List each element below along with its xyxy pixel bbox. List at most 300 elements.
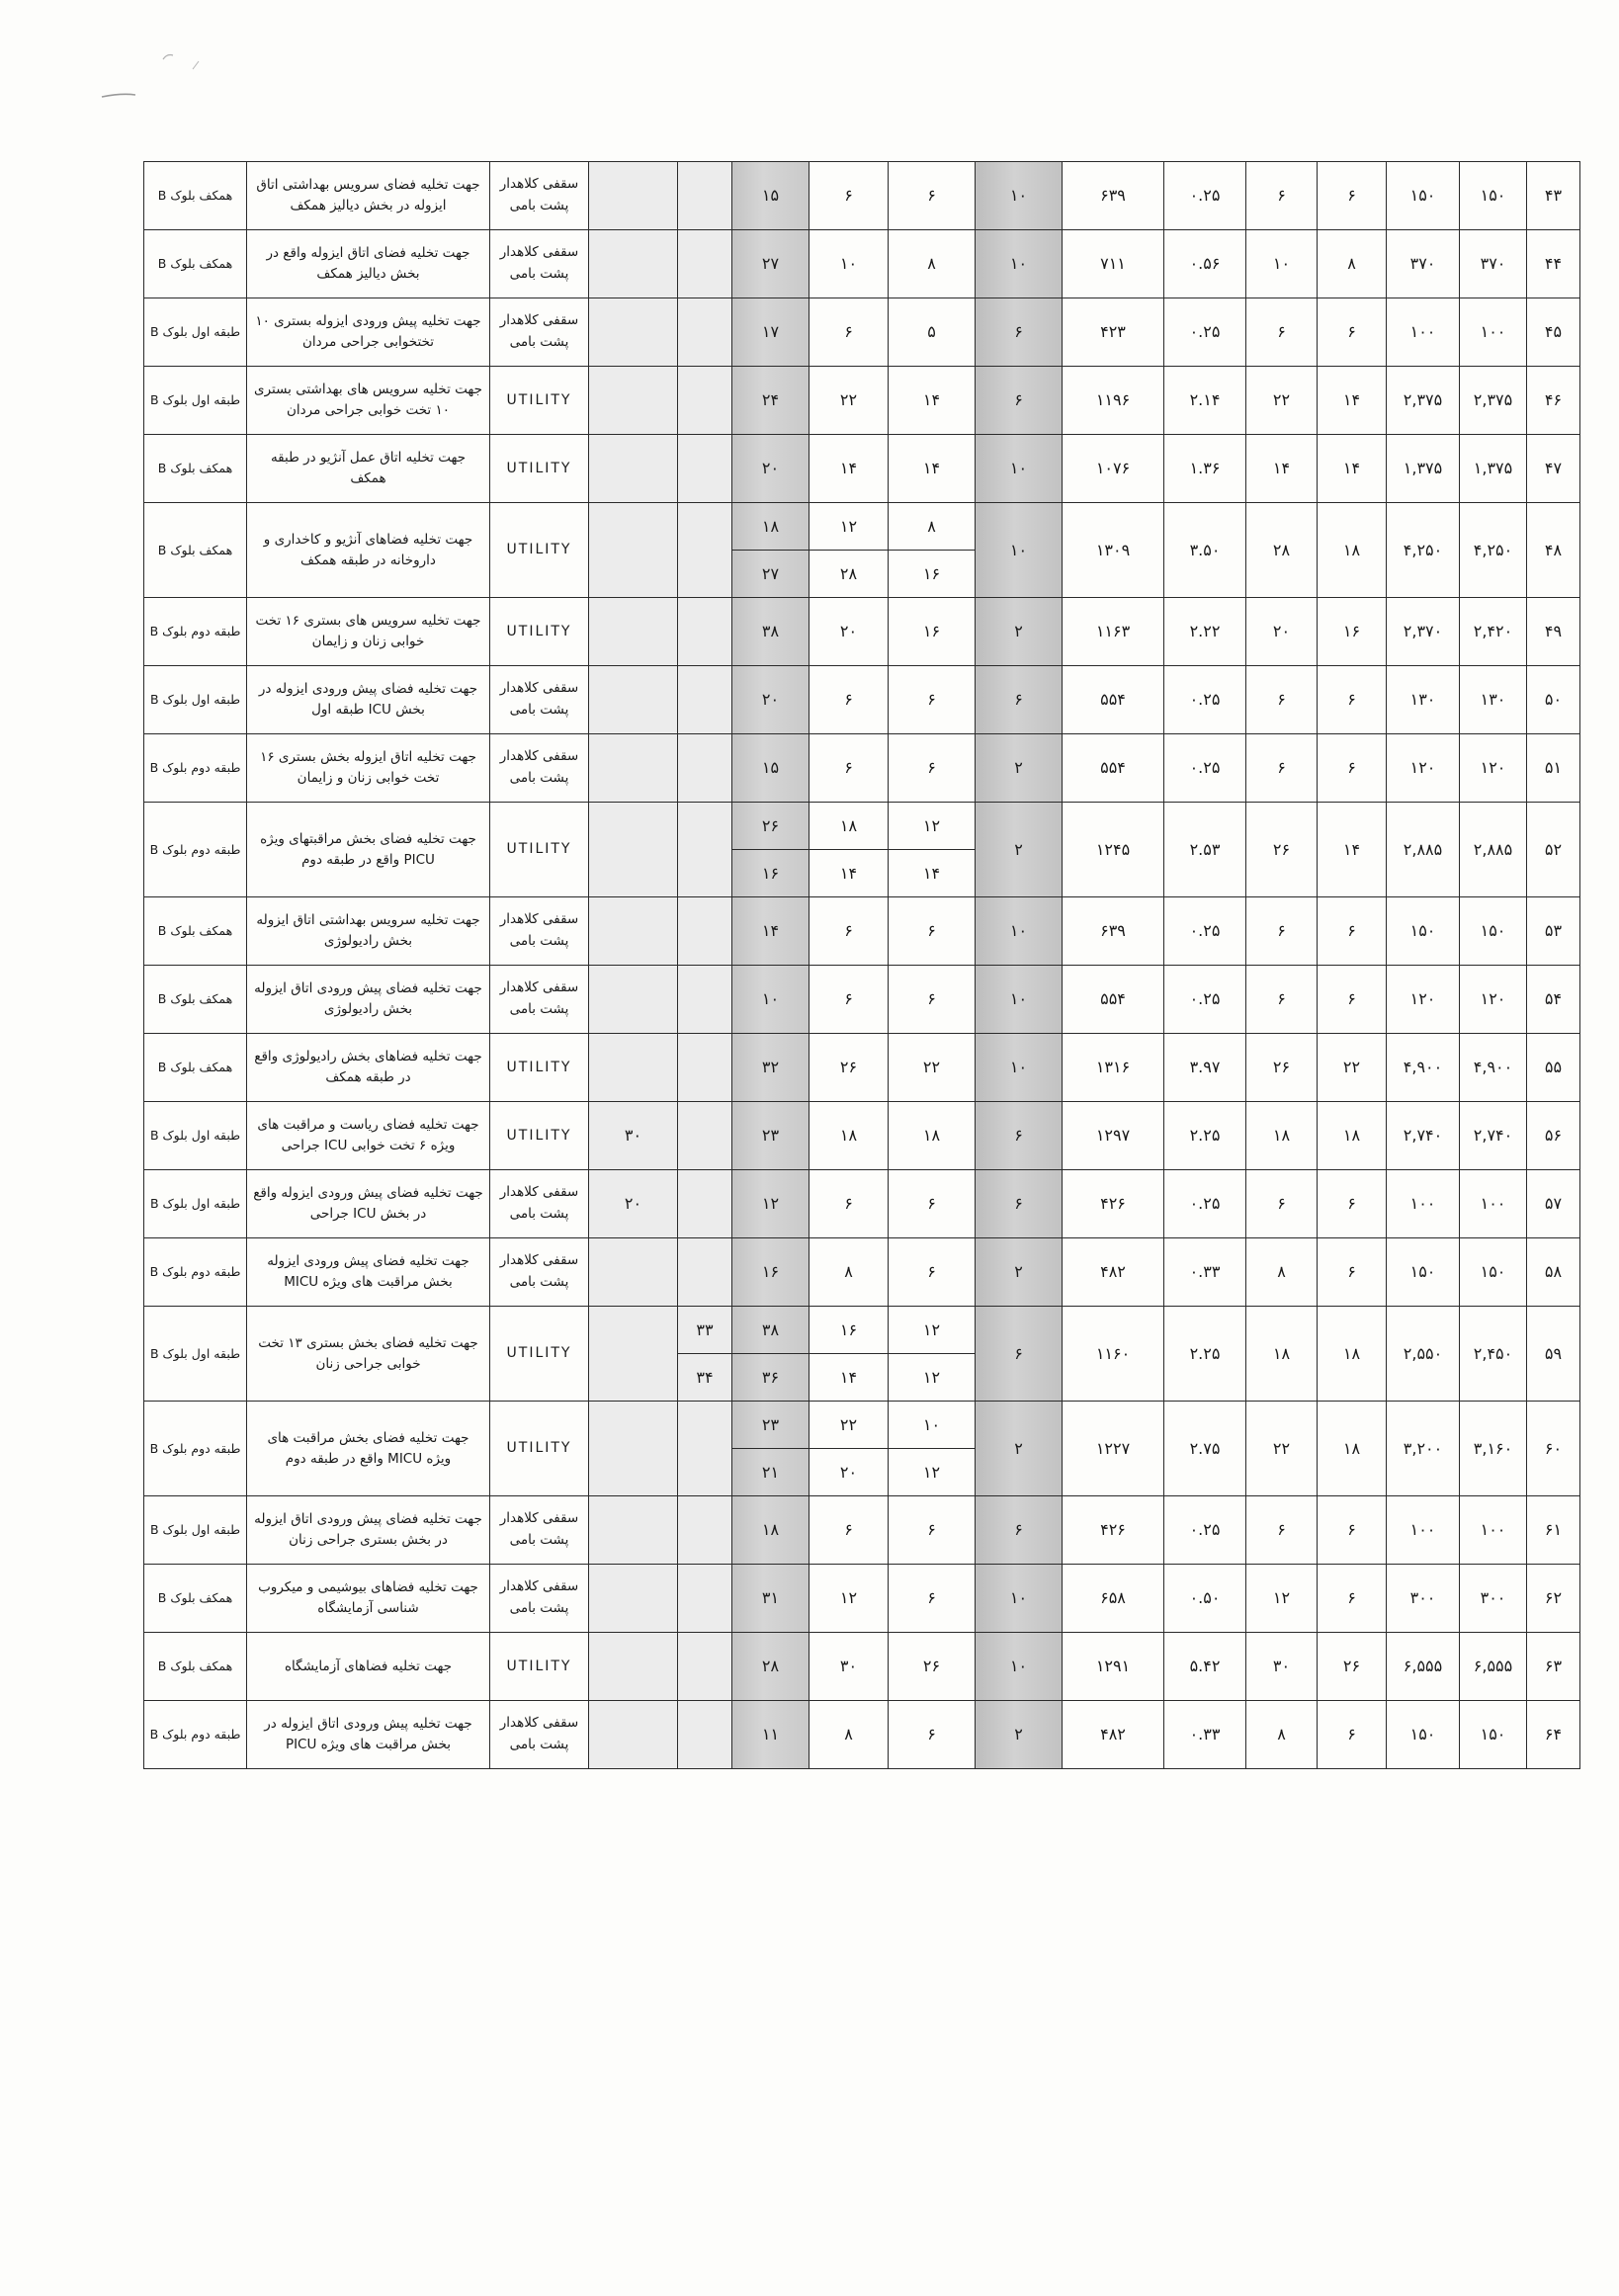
fan-type-cell: UTILITY <box>490 1402 589 1496</box>
row-number-cell: ۵۷ <box>1527 1170 1580 1238</box>
value-h-cell: ۶ <box>1318 734 1387 803</box>
extra-cell-a: ۲۰ <box>589 1170 678 1238</box>
value-h-cell: ۱۸ <box>1318 503 1387 598</box>
extra-cell-b <box>678 803 732 897</box>
dim-b-cell: ۶ <box>889 897 976 966</box>
fan-type-cell: UTILITY <box>490 503 589 598</box>
value-i-cell: ۱۳۰ <box>1387 666 1460 734</box>
zone-cell: ۱۰ <box>976 897 1063 966</box>
duct-size-cell: ۲۳ <box>732 1402 810 1449</box>
dim-b-cell: ۱۶ <box>889 598 976 666</box>
value-j-cell: ۱۰۰ <box>1460 1496 1527 1565</box>
dim-b-cell: ۱۶ <box>889 551 976 598</box>
duct-size-cell: ۱۷ <box>732 298 810 367</box>
value-g-cell: ۸ <box>1246 1701 1318 1769</box>
value-e-cell: ۴۲۶ <box>1063 1170 1164 1238</box>
dim-a-cell: ۶ <box>810 1496 889 1565</box>
extra-cell-b <box>678 162 732 230</box>
dim-a-cell: ۱۸ <box>810 803 889 850</box>
row-number-cell: ۵۶ <box>1527 1102 1580 1170</box>
fan-type-cell: سقفی کلاهدار پشت بامی <box>490 1496 589 1565</box>
value-g-cell: ۶ <box>1246 966 1318 1034</box>
location-cell: طبقه اول بلوک B <box>144 1102 247 1170</box>
value-i-cell: ۱۲۰ <box>1387 966 1460 1034</box>
description-cell: جهت تخلیه اتاق عمل آنژیو در طبقه همکف <box>247 435 490 503</box>
value-g-cell: ۳۰ <box>1246 1633 1318 1701</box>
location-cell: همکف بلوک B <box>144 1034 247 1102</box>
value-h-cell: ۶ <box>1318 1170 1387 1238</box>
description-cell: جهت تخلیه فضای پیش ورودی ایزوله بخش مراقبت های ویژه MICU <box>247 1238 490 1307</box>
value-e-cell: ۱۲۲۷ <box>1063 1402 1164 1496</box>
value-i-cell: ۱۵۰ <box>1387 897 1460 966</box>
zone-cell: ۱۰ <box>976 230 1063 298</box>
value-e-cell: ۴۲۳ <box>1063 298 1164 367</box>
zone-cell: ۶ <box>976 1496 1063 1565</box>
zone-cell: ۶ <box>976 666 1063 734</box>
value-h-cell: ۶ <box>1318 897 1387 966</box>
value-g-cell: ۶ <box>1246 298 1318 367</box>
row-number-cell: ۵۳ <box>1527 897 1580 966</box>
dim-b-cell: ۶ <box>889 1496 976 1565</box>
value-i-cell: ۱,۳۷۵ <box>1387 435 1460 503</box>
extra-cell-b <box>678 435 732 503</box>
extra-cell-b <box>678 1402 732 1496</box>
extra-cell-a <box>589 1402 678 1496</box>
value-f-cell: ۲.۲۲ <box>1164 598 1246 666</box>
row-number-cell: ۵۸ <box>1527 1238 1580 1307</box>
extra-cell-b <box>678 966 732 1034</box>
location-cell: همکف بلوک B <box>144 162 247 230</box>
value-j-cell: ۲,۴۵۰ <box>1460 1307 1527 1402</box>
location-cell: همکف بلوک B <box>144 503 247 598</box>
location-cell: طبقه دوم بلوک B <box>144 1238 247 1307</box>
value-i-cell: ۳۰۰ <box>1387 1565 1460 1633</box>
value-i-cell: ۲,۷۴۰ <box>1387 1102 1460 1170</box>
table-row <box>144 435 1580 503</box>
fan-type-cell: سقفی کلاهدار پشت بامی <box>490 1701 589 1769</box>
duct-size-cell: ۲۷ <box>732 230 810 298</box>
value-g-cell: ۲۸ <box>1246 503 1318 598</box>
fan-type-cell: UTILITY <box>490 1307 589 1402</box>
fan-type-cell: سقفی کلاهدار پشت بامی <box>490 966 589 1034</box>
scan-mark <box>94 40 213 109</box>
extra-cell-b <box>678 1565 732 1633</box>
value-f-cell: ۰.۲۵ <box>1164 1496 1246 1565</box>
dim-b-cell: ۱۸ <box>889 1102 976 1170</box>
extra-cell-a <box>589 1307 678 1402</box>
extra-cell-a: ۳۰ <box>589 1102 678 1170</box>
value-e-cell: ۱۳۱۶ <box>1063 1034 1164 1102</box>
dim-b-cell: ۸ <box>889 230 976 298</box>
value-e-cell: ۱۲۹۷ <box>1063 1102 1164 1170</box>
extra-cell-b <box>678 666 732 734</box>
description-cell: جهت تخلیه فضاهای بخش رادیولوژی واقع در طبقه همکف <box>247 1034 490 1102</box>
value-h-cell: ۲۲ <box>1318 1034 1387 1102</box>
value-e-cell: ۶۳۹ <box>1063 162 1164 230</box>
description-cell: جهت تخلیه فضای پیش ورودی ایزوله در بخش ICU طبقه اول <box>247 666 490 734</box>
zone-cell: ۲ <box>976 1402 1063 1496</box>
value-i-cell: ۱۵۰ <box>1387 1701 1460 1769</box>
location-cell: طبقه اول بلوک B <box>144 1170 247 1238</box>
extra-cell-b <box>678 503 732 598</box>
value-e-cell: ۱۰۷۶ <box>1063 435 1164 503</box>
table-row <box>144 966 1580 1034</box>
table-row <box>144 1496 1580 1565</box>
value-g-cell: ۱۴ <box>1246 435 1318 503</box>
value-e-cell: ۱۲۹۱ <box>1063 1633 1164 1701</box>
value-h-cell: ۱۶ <box>1318 598 1387 666</box>
table-row <box>144 1102 1580 1170</box>
row-number-cell: ۴۷ <box>1527 435 1580 503</box>
zone-cell: ۶ <box>976 1170 1063 1238</box>
value-h-cell: ۶ <box>1318 966 1387 1034</box>
row-number-cell: ۴۳ <box>1527 162 1580 230</box>
value-g-cell: ۶ <box>1246 734 1318 803</box>
duct-size-cell: ۱۸ <box>732 1496 810 1565</box>
row-number-cell: ۶۴ <box>1527 1701 1580 1769</box>
table-row <box>144 803 1580 850</box>
extra-cell-b <box>678 298 732 367</box>
dim-b-cell: ۲۶ <box>889 1633 976 1701</box>
dim-b-cell: ۸ <box>889 503 976 551</box>
extra-cell-a <box>589 1565 678 1633</box>
value-f-cell: ۰.۲۵ <box>1164 298 1246 367</box>
value-h-cell: ۶ <box>1318 1238 1387 1307</box>
dim-b-cell: ۶ <box>889 1701 976 1769</box>
fan-type-cell: UTILITY <box>490 435 589 503</box>
value-j-cell: ۳۰۰ <box>1460 1565 1527 1633</box>
table-row <box>144 1307 1580 1354</box>
extra-cell-a <box>589 503 678 598</box>
duct-size-cell: ۲۸ <box>732 1633 810 1701</box>
value-j-cell: ۲,۸۸۵ <box>1460 803 1527 897</box>
table-row <box>144 367 1580 435</box>
value-f-cell: ۲.۵۳ <box>1164 803 1246 897</box>
row-number-cell: ۵۰ <box>1527 666 1580 734</box>
dim-b-cell: ۱۰ <box>889 1402 976 1449</box>
zone-cell: ۶ <box>976 1102 1063 1170</box>
description-cell: جهت تخلیه فضای اتاق ایزوله واقع در بخش دیالیز همکف <box>247 230 490 298</box>
value-f-cell: ۰.۲۵ <box>1164 734 1246 803</box>
value-e-cell: ۵۵۴ <box>1063 966 1164 1034</box>
fan-type-cell: UTILITY <box>490 1034 589 1102</box>
dim-b-cell: ۶ <box>889 966 976 1034</box>
value-f-cell: ۰.۲۵ <box>1164 1170 1246 1238</box>
description-cell: جهت تخلیه فضاهای بیوشیمی و میکروب شناسی آزمایشگاه <box>247 1565 490 1633</box>
dim-b-cell: ۶ <box>889 666 976 734</box>
dim-b-cell: ۲۲ <box>889 1034 976 1102</box>
location-cell: همکف بلوک B <box>144 435 247 503</box>
duct-size-cell: ۲۴ <box>732 367 810 435</box>
extra-cell-a <box>589 598 678 666</box>
value-f-cell: ۵.۴۲ <box>1164 1633 1246 1701</box>
dim-a-cell: ۸ <box>810 1238 889 1307</box>
dim-a-cell: ۸ <box>810 1701 889 1769</box>
value-e-cell: ۴۸۲ <box>1063 1701 1164 1769</box>
row-number-cell: ۴۵ <box>1527 298 1580 367</box>
row-number-cell: ۴۴ <box>1527 230 1580 298</box>
fan-type-cell: سقفی کلاهدار پشت بامی <box>490 298 589 367</box>
row-number-cell: ۵۱ <box>1527 734 1580 803</box>
value-i-cell: ۶,۵۵۵ <box>1387 1633 1460 1701</box>
value-f-cell: ۰.۲۵ <box>1164 162 1246 230</box>
value-e-cell: ۱۱۶۰ <box>1063 1307 1164 1402</box>
extra-cell-a <box>589 897 678 966</box>
description-cell: جهت تخلیه فضای ریاست و مراقبت های ویژه ۶ تخت خوابی ICU جراحی <box>247 1102 490 1170</box>
extra-cell-a <box>589 367 678 435</box>
value-j-cell: ۲,۴۲۰ <box>1460 598 1527 666</box>
value-h-cell: ۸ <box>1318 230 1387 298</box>
extra-cell-a <box>589 1633 678 1701</box>
row-number-cell: ۵۵ <box>1527 1034 1580 1102</box>
dim-a-cell: ۲۰ <box>810 598 889 666</box>
extra-cell-a <box>589 298 678 367</box>
table-row <box>144 1633 1580 1701</box>
value-j-cell: ۱۲۰ <box>1460 966 1527 1034</box>
value-g-cell: ۲۲ <box>1246 1402 1318 1496</box>
duct-size-cell: ۳۱ <box>732 1565 810 1633</box>
location-cell: طبقه دوم بلوک B <box>144 803 247 897</box>
value-i-cell: ۴,۲۵۰ <box>1387 503 1460 598</box>
value-e-cell: ۱۱۹۶ <box>1063 367 1164 435</box>
value-j-cell: ۱,۳۷۵ <box>1460 435 1527 503</box>
location-cell: طبقه اول بلوک B <box>144 367 247 435</box>
dim-a-cell: ۱۲ <box>810 503 889 551</box>
location-cell: طبقه دوم بلوک B <box>144 1701 247 1769</box>
table-row <box>144 1170 1580 1238</box>
dim-a-cell: ۲۶ <box>810 1034 889 1102</box>
table-row <box>144 666 1580 734</box>
dim-a-cell: ۱۴ <box>810 435 889 503</box>
value-g-cell: ۲۰ <box>1246 598 1318 666</box>
description-cell: جهت تخلیه پیش ورودی ایزوله بستری ۱۰ تختخوابی جراحی مردان <box>247 298 490 367</box>
value-i-cell: ۳,۲۰۰ <box>1387 1402 1460 1496</box>
dim-a-cell: ۱۴ <box>810 850 889 897</box>
table-row <box>144 1238 1580 1307</box>
duct-size-cell: ۳۸ <box>732 1307 810 1354</box>
extra-cell-b <box>678 598 732 666</box>
value-h-cell: ۲۶ <box>1318 1633 1387 1701</box>
value-j-cell: ۱۵۰ <box>1460 162 1527 230</box>
fan-type-cell: سقفی کلاهدار پشت بامی <box>490 897 589 966</box>
location-cell: همکف بلوک B <box>144 1633 247 1701</box>
dim-a-cell: ۶ <box>810 897 889 966</box>
extra-cell-b <box>678 1034 732 1102</box>
zone-cell: ۲ <box>976 598 1063 666</box>
description-cell: جهت تخلیه اتاق ایزوله بخش بستری ۱۶ تخت خوابی زنان و زایمان <box>247 734 490 803</box>
extra-cell-b: ۳۴ <box>678 1354 732 1402</box>
dim-a-cell: ۲۲ <box>810 367 889 435</box>
value-h-cell: ۶ <box>1318 1565 1387 1633</box>
table-row <box>144 1402 1580 1449</box>
value-h-cell: ۱۸ <box>1318 1102 1387 1170</box>
extra-cell-b <box>678 734 732 803</box>
value-j-cell: ۱۵۰ <box>1460 1238 1527 1307</box>
value-f-cell: ۲.۲۵ <box>1164 1102 1246 1170</box>
value-f-cell: ۱.۳۶ <box>1164 435 1246 503</box>
dim-b-cell: ۱۴ <box>889 367 976 435</box>
extra-cell-a <box>589 162 678 230</box>
value-f-cell: ۰.۳۳ <box>1164 1238 1246 1307</box>
value-f-cell: ۰.۲۵ <box>1164 966 1246 1034</box>
value-e-cell: ۱۲۴۵ <box>1063 803 1164 897</box>
location-cell: طبقه اول بلوک B <box>144 1307 247 1402</box>
value-i-cell: ۱۵۰ <box>1387 1238 1460 1307</box>
value-h-cell: ۶ <box>1318 1496 1387 1565</box>
value-g-cell: ۲۲ <box>1246 367 1318 435</box>
value-h-cell: ۱۴ <box>1318 803 1387 897</box>
description-cell: جهت تخلیه فضای بخش مراقبت های ویژه MICU واقع در طبقه دوم <box>247 1402 490 1496</box>
value-i-cell: ۱۵۰ <box>1387 162 1460 230</box>
duct-size-cell: ۲۳ <box>732 1102 810 1170</box>
fan-type-cell: سقفی کلاهدار پشت بامی <box>490 1238 589 1307</box>
row-number-cell: ۶۰ <box>1527 1402 1580 1496</box>
dim-b-cell: ۵ <box>889 298 976 367</box>
dim-a-cell: ۱۴ <box>810 1354 889 1402</box>
fan-type-cell: UTILITY <box>490 803 589 897</box>
value-h-cell: ۶ <box>1318 1701 1387 1769</box>
fan-type-cell: UTILITY <box>490 1633 589 1701</box>
value-g-cell: ۶ <box>1246 162 1318 230</box>
value-i-cell: ۱۰۰ <box>1387 298 1460 367</box>
value-g-cell: ۶ <box>1246 666 1318 734</box>
location-cell: طبقه دوم بلوک B <box>144 734 247 803</box>
dim-a-cell: ۶ <box>810 734 889 803</box>
location-cell: طبقه دوم بلوک B <box>144 598 247 666</box>
extra-cell-b <box>678 1170 732 1238</box>
dim-b-cell: ۱۲ <box>889 1307 976 1354</box>
zone-cell: ۶ <box>976 298 1063 367</box>
extra-cell-b <box>678 367 732 435</box>
value-g-cell: ۶ <box>1246 1496 1318 1565</box>
dim-a-cell: ۲۸ <box>810 551 889 598</box>
dim-a-cell: ۶ <box>810 1170 889 1238</box>
dim-a-cell: ۲۰ <box>810 1449 889 1496</box>
value-i-cell: ۱۲۰ <box>1387 734 1460 803</box>
value-e-cell: ۷۱۱ <box>1063 230 1164 298</box>
dim-a-cell: ۶ <box>810 666 889 734</box>
row-number-cell: ۵۹ <box>1527 1307 1580 1402</box>
description-cell: جهت تخلیه فضاهای آنژیو و کاخداری و داروخانه در طبقه همکف <box>247 503 490 598</box>
dim-b-cell: ۱۴ <box>889 435 976 503</box>
value-g-cell: ۸ <box>1246 1238 1318 1307</box>
value-f-cell: ۲.۲۵ <box>1164 1307 1246 1402</box>
fan-type-cell: سقفی کلاهدار پشت بامی <box>490 1170 589 1238</box>
dim-a-cell: ۶ <box>810 298 889 367</box>
zone-cell: ۱۰ <box>976 435 1063 503</box>
zone-cell: ۱۰ <box>976 1034 1063 1102</box>
value-e-cell: ۶۵۸ <box>1063 1565 1164 1633</box>
value-h-cell: ۶ <box>1318 162 1387 230</box>
duct-size-cell: ۱۵ <box>732 162 810 230</box>
extra-cell-b <box>678 1496 732 1565</box>
value-f-cell: ۰.۵۰ <box>1164 1565 1246 1633</box>
dim-b-cell: ۶ <box>889 734 976 803</box>
value-j-cell: ۳,۱۶۰ <box>1460 1402 1527 1496</box>
value-i-cell: ۱۰۰ <box>1387 1496 1460 1565</box>
location-cell: همکف بلوک B <box>144 1565 247 1633</box>
extra-cell-b <box>678 897 732 966</box>
value-j-cell: ۱۵۰ <box>1460 897 1527 966</box>
zone-cell: ۶ <box>976 1307 1063 1402</box>
duct-size-cell: ۲۰ <box>732 666 810 734</box>
value-i-cell: ۳۷۰ <box>1387 230 1460 298</box>
table-row <box>144 503 1580 551</box>
row-number-cell: ۴۶ <box>1527 367 1580 435</box>
zone-cell: ۲ <box>976 1238 1063 1307</box>
fan-type-cell: سقفی کلاهدار پشت بامی <box>490 734 589 803</box>
table-row <box>144 162 1580 230</box>
description-cell: جهت تخلیه فضای سرویس بهداشتی اتاق ایزوله در بخش دیالیز همکف <box>247 162 490 230</box>
dim-a-cell: ۱۸ <box>810 1102 889 1170</box>
value-h-cell: ۱۸ <box>1318 1307 1387 1402</box>
value-j-cell: ۲,۷۴۰ <box>1460 1102 1527 1170</box>
zone-cell: ۲ <box>976 1701 1063 1769</box>
value-j-cell: ۶,۵۵۵ <box>1460 1633 1527 1701</box>
dim-b-cell: ۱۴ <box>889 850 976 897</box>
extra-cell-a <box>589 666 678 734</box>
extra-cell-a <box>589 803 678 897</box>
dim-b-cell: ۶ <box>889 1170 976 1238</box>
table-row <box>144 598 1580 666</box>
value-g-cell: ۲۶ <box>1246 803 1318 897</box>
value-e-cell: ۱۳۰۹ <box>1063 503 1164 598</box>
value-g-cell: ۲۶ <box>1246 1034 1318 1102</box>
value-h-cell: ۶ <box>1318 666 1387 734</box>
value-j-cell: ۱۰۰ <box>1460 298 1527 367</box>
zone-cell: ۱۰ <box>976 1565 1063 1633</box>
table-row <box>144 734 1580 803</box>
value-i-cell: ۴,۹۰۰ <box>1387 1034 1460 1102</box>
extra-cell-a <box>589 230 678 298</box>
duct-size-cell: ۲۱ <box>732 1449 810 1496</box>
value-e-cell: ۵۵۴ <box>1063 734 1164 803</box>
zone-cell: ۱۰ <box>976 162 1063 230</box>
fan-type-cell: UTILITY <box>490 1102 589 1170</box>
fan-type-cell: سقفی کلاهدار پشت بامی <box>490 1565 589 1633</box>
duct-size-cell: ۱۰ <box>732 966 810 1034</box>
extra-cell-a <box>589 435 678 503</box>
value-j-cell: ۴,۲۵۰ <box>1460 503 1527 598</box>
value-j-cell: ۱۵۰ <box>1460 1701 1527 1769</box>
value-j-cell: ۱۲۰ <box>1460 734 1527 803</box>
extra-cell-b <box>678 1238 732 1307</box>
description-cell: جهت تخلیه پیش ورودی اتاق ایزوله در بخش مراقبت های ویژه PICU <box>247 1701 490 1769</box>
dim-a-cell: ۶ <box>810 966 889 1034</box>
description-cell: جهت تخلیه فضای پیش ورودی اتاق ایزوله بخش رادیولوژی <box>247 966 490 1034</box>
dim-a-cell: ۱۶ <box>810 1307 889 1354</box>
dim-b-cell: ۶ <box>889 1565 976 1633</box>
value-g-cell: ۱۸ <box>1246 1102 1318 1170</box>
extra-cell-b <box>678 230 732 298</box>
description-cell: جهت تخلیه فضای بخش بستری ۱۳ تخت خوابی جراحی زنان <box>247 1307 490 1402</box>
value-f-cell: ۰.۳۳ <box>1164 1701 1246 1769</box>
value-e-cell: ۵۵۴ <box>1063 666 1164 734</box>
value-g-cell: ۶ <box>1246 897 1318 966</box>
extra-cell-b <box>678 1633 732 1701</box>
zone-cell: ۲ <box>976 803 1063 897</box>
fan-type-cell: سقفی کلاهدار پشت بامی <box>490 666 589 734</box>
extra-cell-b <box>678 1701 732 1769</box>
duct-size-cell: ۱۴ <box>732 897 810 966</box>
row-number-cell: ۶۲ <box>1527 1565 1580 1633</box>
table-row <box>144 1034 1580 1102</box>
row-number-cell: ۵۲ <box>1527 803 1580 897</box>
table-row <box>144 230 1580 298</box>
duct-size-cell: ۳۸ <box>732 598 810 666</box>
value-f-cell: ۳.۵۰ <box>1164 503 1246 598</box>
dim-b-cell: ۱۲ <box>889 1449 976 1496</box>
